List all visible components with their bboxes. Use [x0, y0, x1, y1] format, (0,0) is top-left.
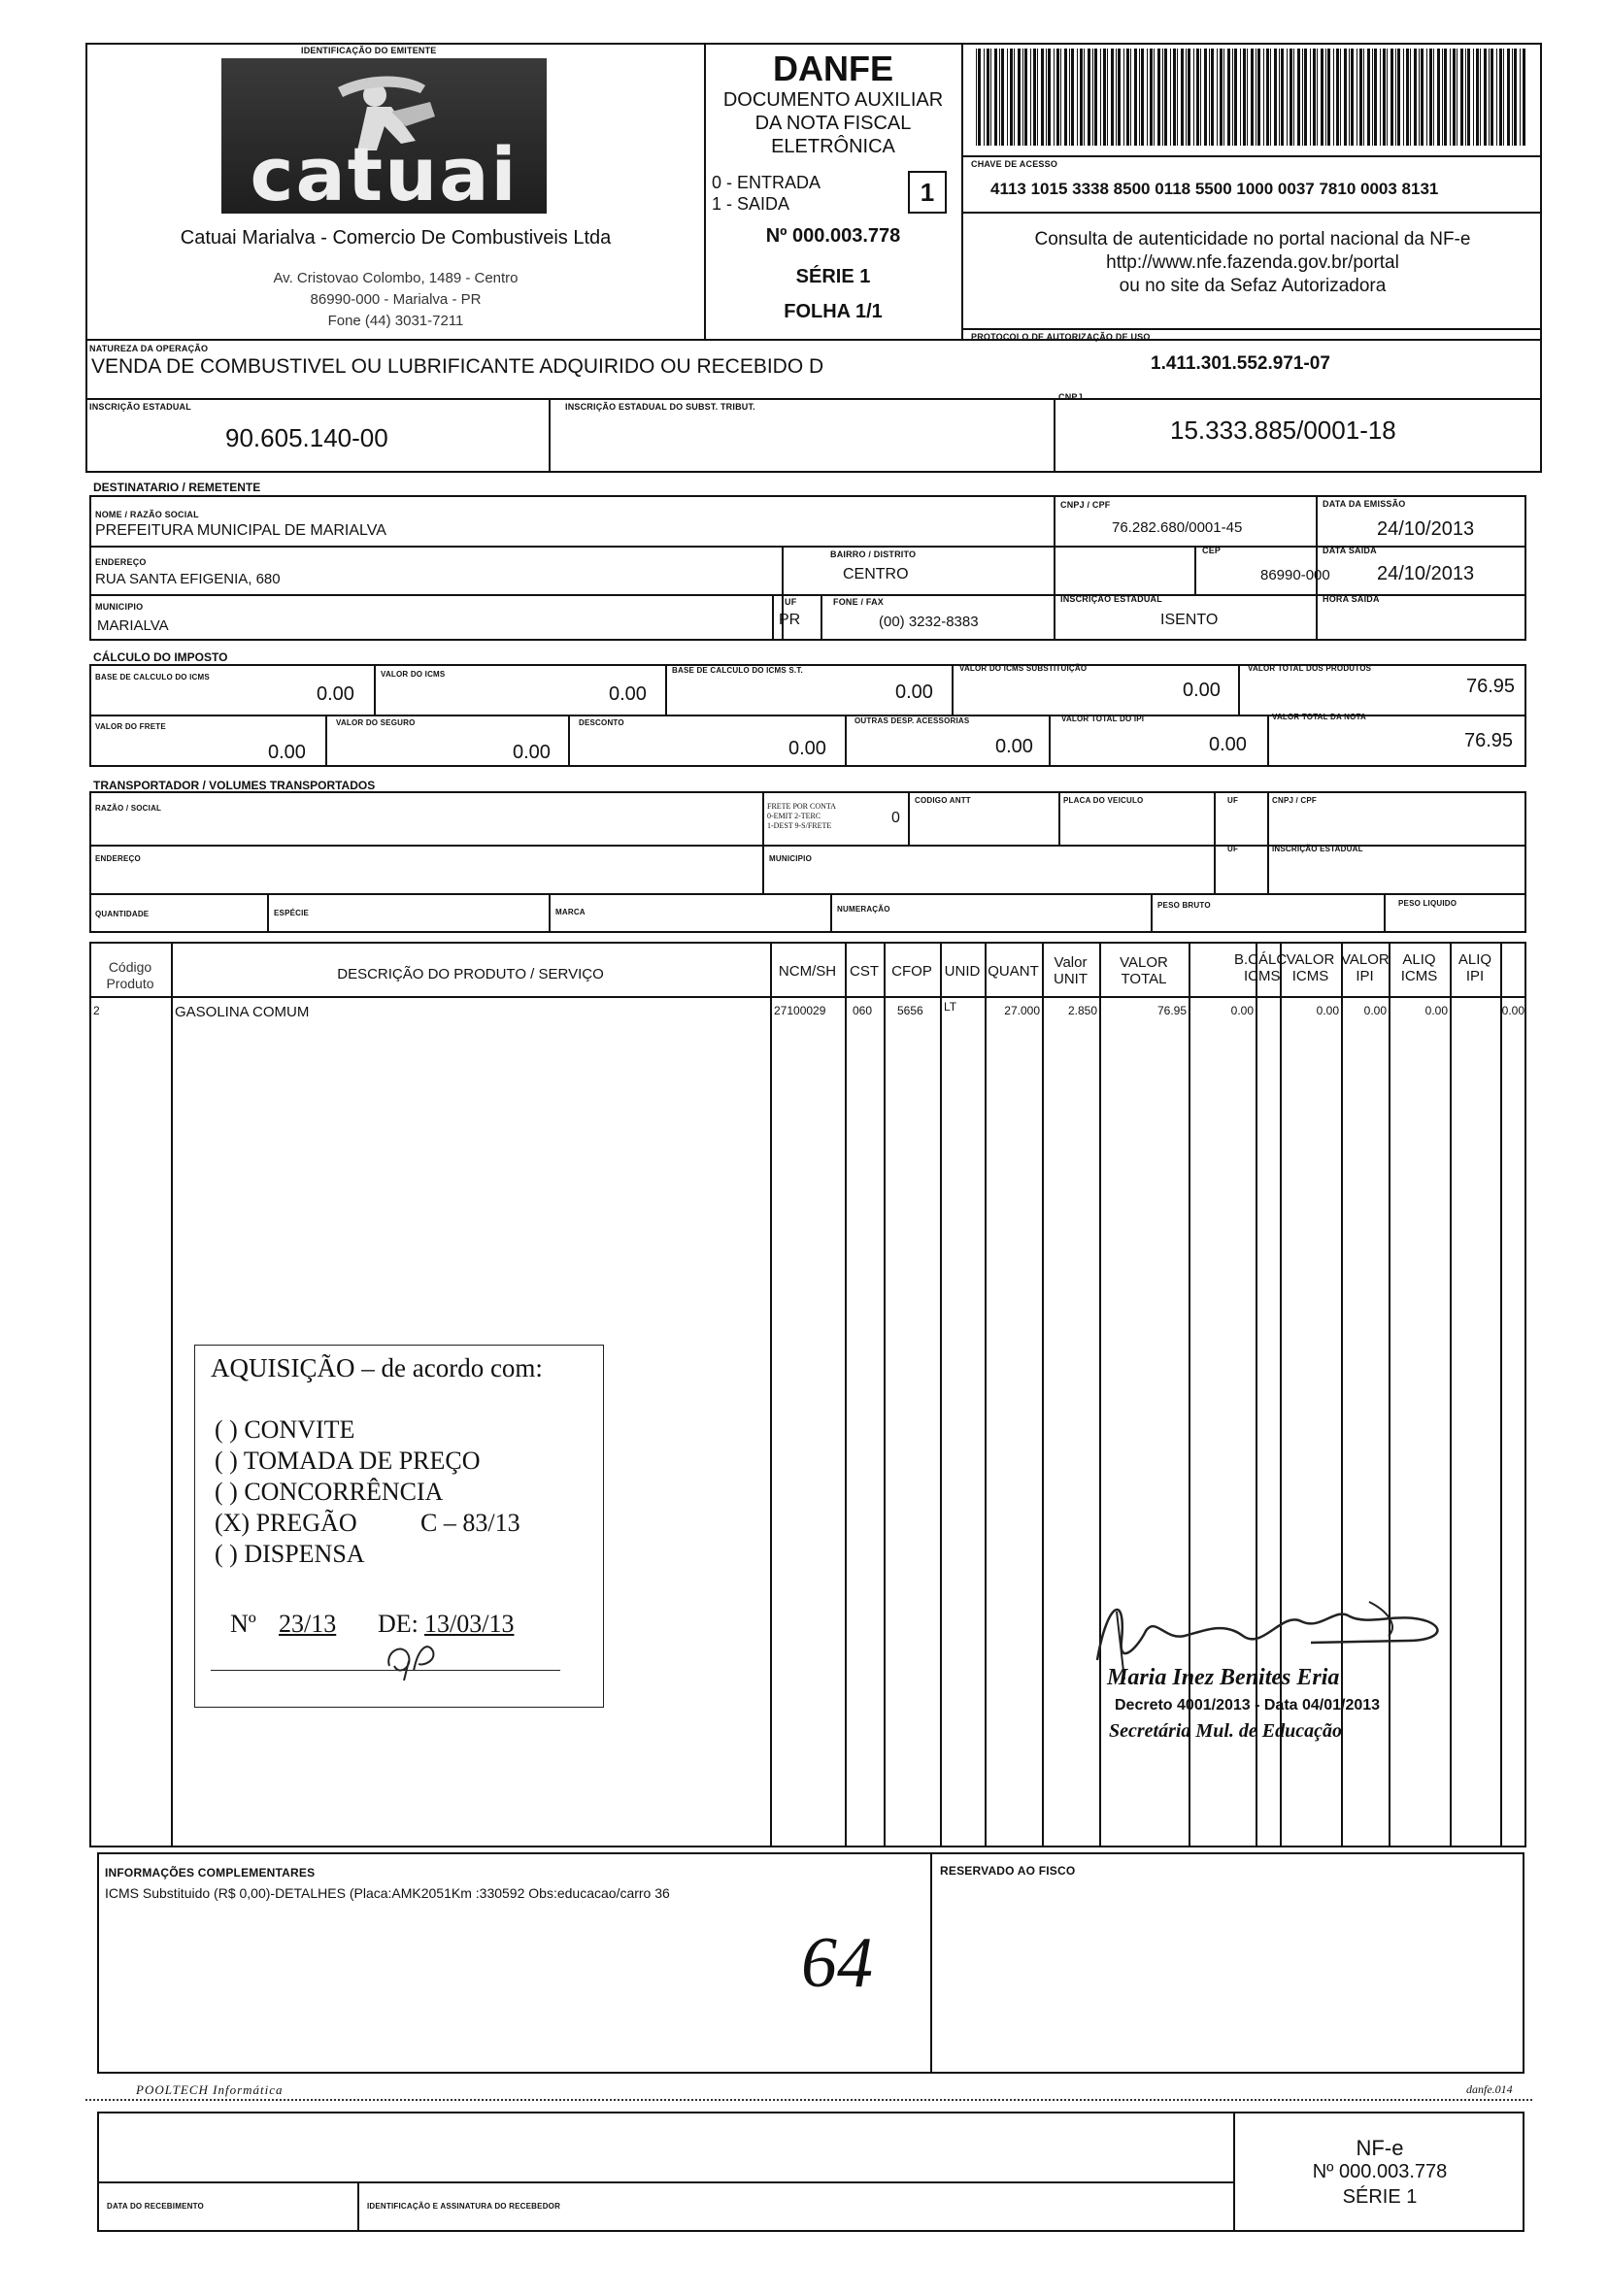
header-line: IPI	[1356, 968, 1374, 984]
fone-value: (00) 3232-8383	[879, 614, 979, 630]
desconto-label: DESCONTO	[579, 718, 624, 727]
row-cfop: 5656	[897, 1004, 923, 1017]
stamp-numero: 23/13	[279, 1610, 337, 1638]
divider	[821, 594, 822, 641]
header-line: VALOR	[1341, 951, 1390, 968]
barcode	[976, 49, 1529, 146]
col-header-descricao: DESCRIÇÃO DO PRODUTO / SERVIÇO	[337, 966, 604, 982]
divider	[1238, 664, 1240, 715]
stamp-title: AQUISIÇÃO – de acordo com:	[211, 1353, 543, 1382]
header-line: IPI	[1465, 968, 1485, 984]
placa-label: PLACA DO VEICULO	[1063, 796, 1144, 805]
col-header-cst: CST	[850, 963, 879, 980]
nome-value: PREFEITURA MUNICIPAL DE MARIALVA	[95, 522, 386, 539]
divider	[1384, 893, 1386, 933]
signature-name: Maria Inez Benites Eria	[1107, 1665, 1340, 1690]
data-emissao-label: DATA DA EMISSÃO	[1323, 499, 1406, 509]
divider	[267, 893, 269, 933]
qtd-label: QUANTIDADE	[95, 910, 150, 918]
ie-value: 90.605.140-00	[225, 423, 388, 452]
col-divider	[845, 942, 847, 1847]
divider	[908, 791, 910, 845]
divider	[1054, 398, 1055, 473]
emitente-phone: Fone (44) 3031-7211	[327, 313, 464, 329]
peso-bruto-label: PESO BRUTO	[1157, 901, 1211, 910]
divider	[549, 398, 551, 473]
stamp-pregao-ref: C – 83/13	[420, 1509, 520, 1537]
cep-value: 86990-000	[1260, 567, 1330, 583]
row-unid: LT	[944, 1000, 957, 1014]
col-divider	[940, 942, 942, 1847]
transp-municipio-label: MUNICIPIO	[769, 854, 813, 863]
ie-st-label: INSCRIÇÃO ESTADUAL DO SUBST. TRIBUT.	[565, 402, 755, 412]
frete-label: VALOR DO FRETE	[95, 722, 166, 731]
ipi-value: 0.00	[1209, 734, 1247, 755]
nome-label: NOME / RAZÃO SOCIAL	[95, 510, 199, 519]
especie-label: ESPÉCIE	[274, 909, 310, 917]
header-line: VALOR	[1286, 951, 1335, 968]
row-quant: 27.000	[1004, 1004, 1040, 1017]
desconto-value: 0.00	[788, 738, 826, 759]
col-header-unid: UNID	[944, 963, 981, 980]
stamp-option: ( ) CONCORRÊNCIA	[215, 1478, 444, 1506]
transp-ie-label: INSCRIÇÃO ESTADUAL	[1272, 845, 1363, 853]
row-descricao: GASOLINA COMUM	[175, 1004, 310, 1020]
software-credit: POOLTECH Informática	[136, 2082, 284, 2097]
company-logo	[221, 58, 547, 214]
initials-icon	[380, 1637, 457, 1685]
emitente-label: IDENTIFICAÇÃO DO EMITENTE	[301, 46, 437, 55]
divider	[549, 893, 551, 933]
info-value: ICMS Substituido (R$ 0,00)-DETALHES (Placa:AMK2051Km :330592 Obs:educacao/carro 36	[105, 1885, 670, 1901]
page-number-handwritten: 64	[801, 1923, 873, 2003]
divider	[85, 398, 1542, 400]
col-divider	[770, 942, 772, 1847]
consulta-line: ou no site da Sefaz Autorizadora	[1119, 276, 1387, 296]
protocolo-value: 1.411.301.552.971-07	[1151, 353, 1330, 374]
divider	[1049, 715, 1051, 767]
row-bcicms: 0.00	[1230, 1004, 1254, 1017]
danfe-subtitle: DOCUMENTO AUXILIAR	[722, 89, 944, 111]
v-st-value: 0.00	[1183, 680, 1221, 701]
danfe-subtitle: ELETRÔNICA	[771, 136, 895, 157]
outras-value: 0.00	[995, 736, 1033, 757]
tipo-entrada: 0 - ENTRADA	[712, 173, 821, 192]
divider	[930, 1852, 932, 2074]
outras-label: OUTRAS DESP. ACESSORIAS	[854, 716, 970, 725]
dest-ie-value: ISENTO	[1160, 612, 1219, 628]
stamp-numero-label: Nº	[230, 1610, 256, 1638]
header-line: ICMS	[1291, 968, 1329, 984]
transp-uf2-label: UF	[1227, 845, 1239, 853]
tipo-box: 1	[908, 171, 947, 214]
col-divider	[1389, 942, 1390, 1847]
col-divider	[171, 942, 173, 1847]
col-header-codigo	[89, 959, 171, 992]
dest-cnpj-value: 76.282.680/0001-45	[1112, 519, 1243, 536]
header-line: Produto	[106, 976, 154, 991]
section-title: TRANSPORTADOR / VOLUMES TRANSPORTADOS	[93, 779, 376, 792]
section-title: DESTINATARIO / REMETENTE	[93, 481, 261, 494]
antt-label: CODIGO ANTT	[915, 796, 971, 805]
emitente-address: Av. Cristovao Colombo, 1489 - Centro	[273, 270, 519, 286]
seguro-value: 0.00	[513, 742, 551, 763]
row-ncm: 27100029	[774, 1004, 826, 1017]
fone-label: FONE / FAX	[833, 597, 885, 607]
divider	[1267, 791, 1269, 893]
produtos-header-divider	[89, 996, 1526, 998]
divider	[961, 155, 1542, 157]
divider	[325, 715, 327, 767]
divider	[845, 715, 847, 767]
divider	[89, 594, 1526, 596]
header-line: ICMS	[1400, 968, 1438, 984]
col-divider	[884, 942, 886, 1847]
natureza-label: NATUREZA DA OPERAÇÃO	[89, 344, 209, 353]
stamp-data-label: DE:	[378, 1610, 419, 1638]
signature-cargo: Secretária Mul. de Educação	[1109, 1720, 1342, 1742]
divider	[568, 715, 570, 767]
cnpj-value: 15.333.885/0001-18	[1170, 416, 1396, 445]
logo-text: catuai	[250, 131, 519, 214]
data-saida-value: 24/10/2013	[1377, 563, 1475, 584]
transp-cnpj-label: CNPJ / CPF	[1272, 796, 1318, 805]
data-emissao-value: 24/10/2013	[1377, 518, 1475, 540]
divider	[1214, 791, 1216, 893]
header-line: ICMS	[1244, 968, 1281, 984]
col-header-bcicms	[1234, 951, 1288, 984]
row-codigo: 2	[93, 1004, 100, 1017]
divider	[1267, 715, 1269, 767]
cep-label: CEP	[1202, 546, 1222, 555]
header-line: UNIT	[1054, 971, 1088, 987]
municipio-value: MARIALVA	[97, 617, 169, 634]
col-header-quant: QUANT	[988, 963, 1039, 980]
canhoto-numero: Nº 000.003.778	[1312, 2161, 1448, 2182]
divider	[1054, 495, 1055, 641]
col-divider	[1099, 942, 1101, 1847]
dest-cnpj-label: CNPJ / CPF	[1060, 500, 1111, 510]
emitente-city: 86990-000 - Marialva - PR	[310, 291, 482, 308]
chave-value: 4113 1015 3338 8500 0118 5500 1000 0037 7810 0003 8131	[990, 180, 1439, 198]
col-header-aipi	[1450, 951, 1500, 984]
col-divider	[1500, 942, 1502, 1847]
stamp-option-checked: (X) PREGÃO	[215, 1509, 357, 1537]
protocolo-label: PROTOCOLO DE AUTORIZAÇÃO DE USO	[971, 332, 1151, 342]
nf-folha: FOLHA 1/1	[784, 301, 883, 322]
cnpj-label: CNPJ	[1058, 392, 1083, 402]
natureza-value: VENDA DE COMBUSTIVEL OU LUBRIFICANTE ADQUIRIDO OU RECEBIDO D	[91, 355, 824, 378]
endereco-value: RUA SANTA EFIGENIA, 680	[95, 571, 281, 587]
canhoto-nfe: NF-e	[1356, 2136, 1404, 2160]
v-prod-value: 76.95	[1466, 676, 1516, 697]
seguro-label: VALOR DO SEGURO	[336, 718, 416, 727]
canhoto-serie: SÉRIE 1	[1342, 2186, 1418, 2208]
aquisicao-stamp	[194, 1345, 604, 1708]
danfe-subtitle: DA NOTA FISCAL	[754, 113, 912, 134]
divider	[85, 339, 1542, 341]
dest-ie-label: INSCRIÇÃO ESTADUAL	[1060, 594, 1162, 604]
info-label: INFORMAÇÕES COMPLEMENTARES	[105, 1866, 316, 1880]
ipi-label: VALOR TOTAL DO IPI	[1061, 715, 1145, 723]
header-line: VALOR	[1120, 954, 1168, 971]
barcode-icon	[976, 49, 1529, 146]
cut-line	[85, 2099, 1532, 2101]
section-title: CÁLCULO DO IMPOSTO	[93, 650, 228, 664]
divider	[665, 664, 667, 715]
consulta-line: http://www.nfe.fazenda.gov.br/portal	[1106, 252, 1399, 273]
v-nota-label: VALOR TOTAL DA NOTA	[1272, 713, 1366, 721]
consulta-line: Consulta de autenticidade no portal nacional da NF-e	[1034, 229, 1471, 250]
row-vtotal: 76.95	[1156, 1004, 1187, 1017]
divider	[961, 328, 1542, 330]
assinatura-receb-label: IDENTIFICAÇÃO E ASSINATURA DO RECEBEDOR	[367, 2202, 561, 2211]
uf-value: PR	[779, 612, 801, 628]
v-icms-value: 0.00	[609, 683, 647, 705]
marca-label: MARCA	[555, 908, 586, 916]
bc-st-value: 0.00	[895, 682, 933, 703]
divider	[1194, 546, 1196, 594]
form-code: danfe.014	[1466, 2082, 1513, 2096]
bc-icms-value: 0.00	[317, 683, 354, 705]
header-line: ALIQ	[1457, 951, 1492, 968]
divider	[830, 893, 832, 933]
v-icms-label: VALOR DO ICMS	[381, 670, 446, 679]
hora-saida-label: HORA SAIDA	[1323, 594, 1380, 604]
col-divider	[1042, 942, 1044, 1847]
transp-endereco-label: ENDEREÇO	[95, 854, 141, 863]
row-aicms: 0.00	[1424, 1004, 1448, 1017]
divider	[961, 212, 1542, 214]
header-line: B.CÁLC	[1234, 951, 1288, 968]
col-header-vtotal	[1099, 954, 1189, 987]
divider	[357, 2181, 359, 2232]
frete-conta-line: FRETE POR CONTA	[767, 802, 836, 811]
row-cst: 060	[853, 1004, 873, 1017]
col-header-ncm: NCM/SH	[778, 963, 837, 980]
col-header-vipi	[1341, 951, 1389, 984]
numeracao-label: NUMERAÇÃO	[837, 905, 890, 914]
bairro-label: BAIRRO / DISTRITO	[830, 549, 917, 559]
tipo-saida: 1 - SAIDA	[712, 194, 790, 214]
col-header-vicms	[1280, 951, 1341, 984]
emitente-name: Catuai Marialva - Comercio De Combustiveis Ltda	[180, 227, 612, 249]
header-line: Valor	[1054, 954, 1088, 971]
v-nota-value: 76.95	[1464, 730, 1514, 751]
chave-label: CHAVE DE ACESSO	[971, 159, 1058, 169]
row-vunit: 2.850	[1067, 1004, 1097, 1017]
v-st-label: VALOR DO ICMS SUBSTITUIÇÃO	[959, 664, 1088, 673]
stamp-option: ( ) CONVITE	[215, 1415, 355, 1444]
divider	[1058, 791, 1060, 845]
ie-label: INSCRIÇÃO ESTADUAL	[89, 402, 191, 412]
stamp-data: 13/03/13	[424, 1610, 515, 1638]
header-line: ALIQ	[1402, 951, 1436, 968]
bc-icms-label: BASE DE CALCULO DO ICMS	[95, 673, 210, 682]
divider	[1151, 893, 1153, 933]
col-divider	[985, 942, 987, 1847]
frete-conta-line: 1-DEST 9-S/FRETE	[767, 821, 832, 830]
stamp-option: ( ) TOMADA DE PREÇO	[215, 1447, 481, 1475]
row-aipi: 0.00	[1501, 1004, 1524, 1017]
bairro-value: CENTRO	[843, 566, 909, 582]
divider	[89, 546, 1526, 548]
transp-razao-label: RAZÃO / SOCIAL	[95, 804, 162, 813]
endereco-label: ENDEREÇO	[95, 557, 147, 567]
row-vipi: 0.00	[1363, 1004, 1387, 1017]
peso-liq-label: PESO LIQUIDO	[1398, 899, 1457, 908]
uf-label: UF	[785, 597, 797, 607]
divider	[97, 2181, 1233, 2183]
col-divider	[1450, 942, 1452, 1847]
divider	[772, 594, 774, 641]
frete-value: 0.00	[268, 742, 306, 763]
signature-decreto: Decreto 4001/2013 - Data 04/01/2013	[1115, 1697, 1381, 1714]
header-line: TOTAL	[1121, 971, 1167, 987]
divider	[89, 893, 1526, 895]
bc-st-label: BASE DE CALCULO DO ICMS S.T.	[672, 666, 803, 675]
divider	[762, 791, 764, 893]
nf-number: Nº 000.003.778	[765, 225, 901, 247]
v-prod-label: VALOR TOTAL DOS PRODUTOS	[1248, 664, 1372, 673]
data-saida-label: DATA SAIDA	[1323, 546, 1377, 555]
nf-serie: SÉRIE 1	[795, 266, 871, 287]
header-line: Código	[108, 959, 152, 975]
frete-conta-value: 0	[891, 810, 900, 826]
reservado-label: RESERVADO AO FISCO	[940, 1864, 1076, 1878]
col-header-aicms	[1389, 951, 1450, 984]
municipio-label: MUNICIPIO	[95, 602, 144, 612]
stamp-option: ( ) DISPENSA	[215, 1540, 365, 1568]
divider	[952, 664, 954, 715]
data-receb-label: DATA DO RECEBIMENTO	[107, 2202, 204, 2211]
col-header-cfop: CFOP	[891, 963, 932, 980]
col-header-vunit	[1042, 954, 1099, 987]
divider	[374, 664, 376, 715]
frete-conta-line: 0-EMIT 2-TERC	[767, 812, 821, 820]
transp-uf-label: UF	[1227, 796, 1239, 805]
row-vicms: 0.00	[1316, 1004, 1339, 1017]
danfe-title: DANFE	[773, 49, 893, 88]
